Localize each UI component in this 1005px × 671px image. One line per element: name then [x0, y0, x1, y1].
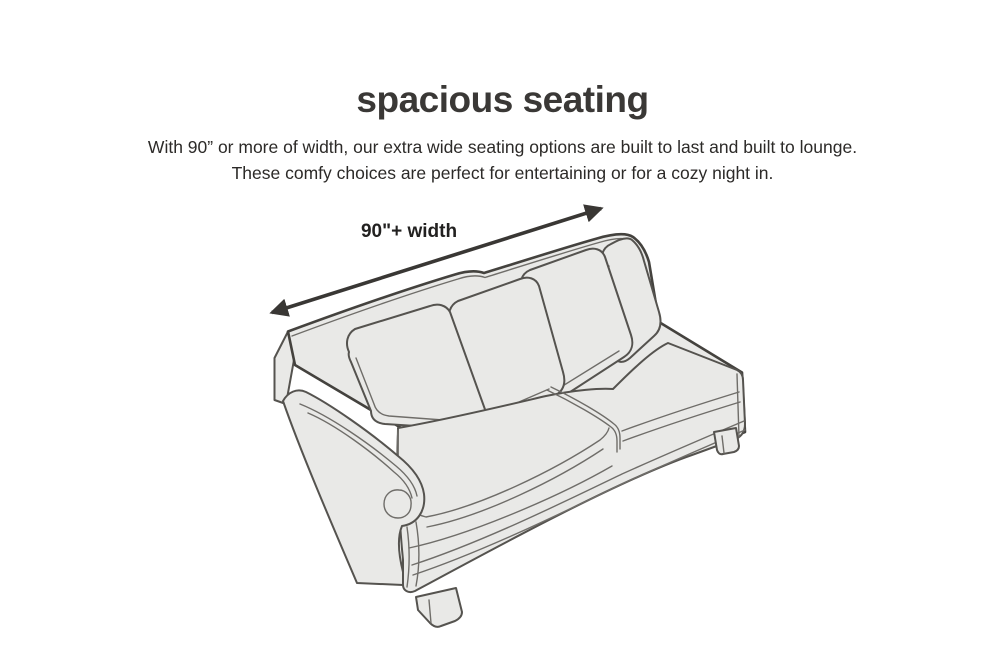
- description-line-2: These comfy choices are perfect for entertaining or for a cozy night in.: [231, 162, 774, 183]
- sofa-leg: [416, 588, 462, 627]
- dimension-label: 90"+ width: [360, 221, 458, 242]
- page-title: spacious seating: [356, 78, 649, 120]
- sofa-leg: [714, 428, 739, 454]
- description-line-1: With 90” or more of width, our extra wide seating options are built to last and built to lounge.: [147, 136, 858, 157]
- sofa: [275, 234, 746, 627]
